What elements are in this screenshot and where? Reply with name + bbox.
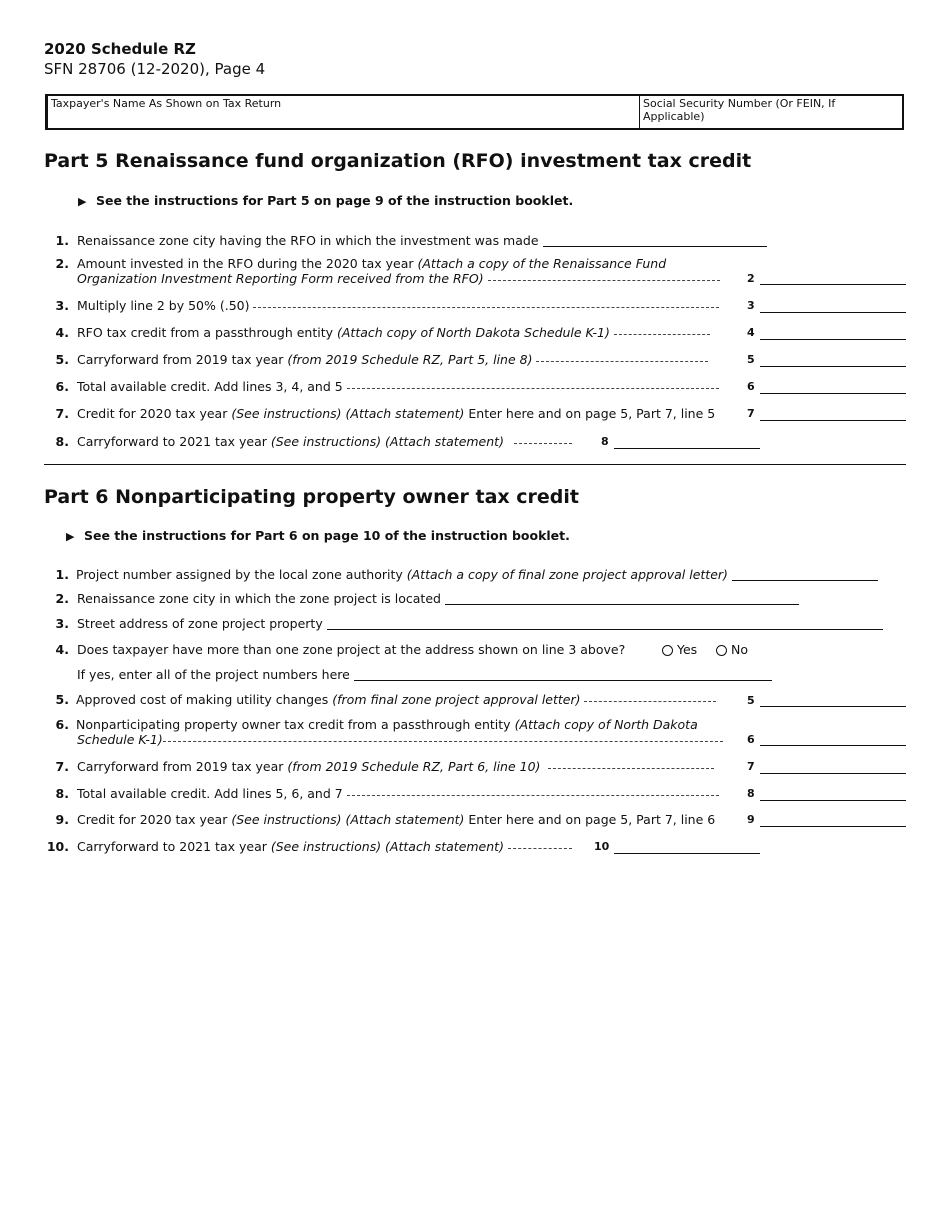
line-note: (See instructions) (Attach statement) — [231, 406, 465, 421]
part5-title: Part 5 Renaissance fund organization (RFO) investment tax credit — [44, 150, 752, 172]
section-divider — [44, 464, 906, 465]
line-text: Project number assigned by the local zone authority — [76, 567, 407, 582]
form-title: 2020 Schedule RZ — [44, 40, 196, 58]
line-text-after: Enter here and on page 5, Part 7, line 5 — [464, 406, 716, 421]
yes-label: Yes — [677, 642, 698, 657]
line-number: 5. — [55, 352, 69, 367]
line-text-after: Enter here and on page 5, Part 7, line 6 — [464, 812, 716, 827]
line-text: Amount invested in the RFO during the 2020 tax year — [77, 256, 418, 271]
form-subtitle: SFN 28706 (12-2020), Page 4 — [44, 60, 266, 78]
line-text: If yes, enter all of the project numbers here — [77, 667, 350, 682]
ssn-label: Social Security Number (Or FEIN, If Applicable) — [643, 97, 836, 123]
line-note: Organization Investment Reporting Form received from the RFO) — [77, 271, 484, 286]
line-text: Does taxpayer have more than one zone project at the address shown on line 3 above? — [77, 642, 626, 657]
box-label: 3 — [747, 299, 755, 312]
line-8-amount-input[interactable] — [614, 448, 760, 449]
p6-line-5-amount-input[interactable] — [760, 706, 906, 707]
box-label: 10 — [594, 840, 610, 853]
line-number: 3. — [55, 616, 69, 631]
street-address-input[interactable] — [327, 629, 883, 630]
arrow-right-icon: ▶ — [78, 195, 87, 208]
project-number-input[interactable] — [732, 580, 878, 581]
box-label: 7 — [747, 760, 755, 773]
part6-instruction — [66, 528, 570, 543]
radio-circle-icon[interactable] — [716, 645, 727, 656]
part6-line-6 — [44, 717, 906, 749]
line-6-amount-input[interactable] — [760, 393, 906, 394]
line-number: 1. — [55, 233, 69, 248]
line-note: (See instructions) (Attach statement) — [231, 812, 465, 827]
line-number: 8. — [55, 786, 69, 801]
box-label: 4 — [747, 326, 755, 339]
line-note: (Attach copy of North Dakota Schedule K-1) — [337, 325, 610, 340]
line-note: (from 2019 Schedule RZ, Part 5, line 8) — [287, 352, 533, 367]
box-label: 8 — [601, 435, 609, 448]
zone-city-input[interactable] — [445, 604, 799, 605]
box-label: 5 — [747, 353, 755, 366]
line-text: RFO tax credit from a passthrough entity — [77, 325, 337, 340]
yes-radio-option[interactable] — [662, 642, 697, 657]
box-label: 2 — [747, 272, 755, 285]
line-number: 4. — [55, 325, 69, 340]
p6-line-10-amount-input[interactable] — [614, 853, 760, 854]
line-text: Multiply line 2 by 50% (.50) — [77, 298, 250, 313]
taxpayer-id-box — [45, 94, 904, 130]
line-number: 10. — [46, 839, 69, 854]
part6-title: Part 6 Nonparticipating property owner tax credit — [44, 486, 579, 508]
part5-instruction-text: See the instructions for Part 5 on page 9 of the instruction booklet. — [96, 193, 574, 208]
line-note: (Attach copy of North Dakota — [514, 717, 698, 732]
line-3-amount-input[interactable] — [760, 312, 906, 313]
line-note: (Attach a copy of the Renaissance Fund — [417, 256, 667, 271]
p6-line-6-amount-input[interactable] — [760, 745, 906, 746]
line-text: Nonparticipating property owner tax credit from a passthrough entity — [76, 717, 515, 732]
line-number: 7. — [55, 406, 69, 421]
line-text: Credit for 2020 tax year — [77, 406, 232, 421]
part5-line-2 — [44, 256, 906, 288]
rfo-city-input[interactable] — [543, 246, 767, 247]
line-number: 5. — [55, 692, 69, 707]
line-5-amount-input[interactable] — [760, 366, 906, 367]
box-label: 6 — [747, 380, 755, 393]
line-note: (See instructions) (Attach statement) — [270, 434, 504, 449]
part6-instruction-text: See the instructions for Part 6 on page 10 of the instruction booklet. — [84, 528, 570, 543]
line-text: Total available credit. Add lines 5, 6, and 7 — [77, 786, 343, 801]
part5-instruction — [78, 193, 573, 208]
line-note: (from 2019 Schedule RZ, Part 6, line 10) — [287, 759, 541, 774]
line-note: (See instructions) (Attach statement) — [270, 839, 504, 854]
line-text: Carryforward from 2019 tax year — [77, 759, 288, 774]
line-text: Credit for 2020 tax year — [77, 812, 232, 827]
line-text: Renaissance zone city in which the zone project is located — [77, 591, 441, 606]
line-number: 2. — [55, 256, 69, 271]
line-number: 4. — [55, 642, 69, 657]
line-text: Approved cost of making utility changes — [76, 692, 333, 707]
line-number: 9. — [55, 812, 69, 827]
line-note: (Attach a copy of final zone project approval letter) — [406, 567, 728, 582]
no-label: No — [731, 642, 748, 657]
project-numbers-input[interactable] — [354, 680, 772, 681]
line-number: 2. — [55, 591, 69, 606]
line-number: 1. — [55, 567, 69, 582]
line-text: Street address of zone project property — [77, 616, 323, 631]
line-number: 8. — [55, 434, 69, 449]
p6-line-8-amount-input[interactable] — [760, 800, 906, 801]
line-text: Carryforward to 2021 tax year — [77, 434, 271, 449]
p6-line-7-amount-input[interactable] — [760, 773, 906, 774]
line-number: 3. — [55, 298, 69, 313]
line-4-amount-input[interactable] — [760, 339, 906, 340]
line-text: Renaissance zone city having the RFO in which the investment was made — [77, 233, 539, 248]
box-label: 6 — [747, 733, 755, 746]
taxpayer-name-field[interactable] — [48, 96, 640, 128]
box-label: 5 — [747, 694, 755, 707]
arrow-right-icon: ▶ — [66, 530, 75, 543]
line-note: Schedule K-1) — [77, 732, 163, 747]
box-label: 7 — [747, 407, 755, 420]
line-number: 7. — [55, 759, 69, 774]
p6-line-9-amount-input[interactable] — [760, 826, 906, 827]
line-2-amount-input[interactable] — [760, 284, 906, 285]
no-radio-option[interactable] — [716, 642, 748, 657]
radio-circle-icon[interactable] — [662, 645, 673, 656]
line-note: (from final zone project approval letter) — [332, 692, 581, 707]
line-text: Total available credit. Add lines 3, 4, and 5 — [77, 379, 343, 394]
box-label: 8 — [747, 787, 755, 800]
taxpayer-name-label: Taxpayer's Name As Shown on Tax Return — [51, 97, 282, 110]
box-label: 9 — [747, 813, 755, 826]
line-7-amount-input[interactable] — [760, 420, 906, 421]
line-text: Carryforward from 2019 tax year — [77, 352, 288, 367]
line-number: 6. — [55, 379, 69, 394]
line-number: 6. — [55, 717, 69, 732]
ssn-field[interactable] — [640, 96, 902, 128]
line-text: Carryforward to 2021 tax year — [77, 839, 271, 854]
